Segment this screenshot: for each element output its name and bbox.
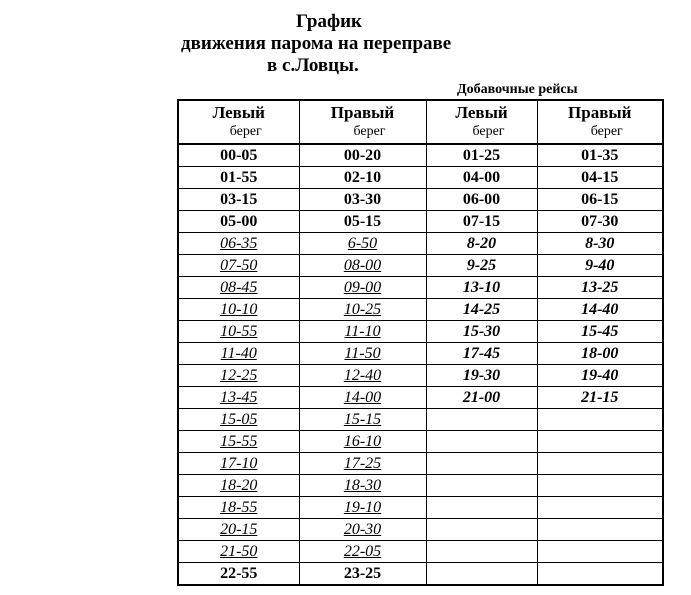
table-row xyxy=(178,453,663,475)
time-cell: 06-35 xyxy=(178,233,299,255)
extra-trips-label: Добавочные рейсы xyxy=(457,82,578,97)
time-cell: 11-10 xyxy=(299,321,426,343)
header-sub: берег xyxy=(590,124,623,139)
time-cell: 19-10 xyxy=(299,497,426,519)
time-cell xyxy=(537,409,663,431)
table-row xyxy=(178,563,663,586)
time-cell: 10-25 xyxy=(299,299,426,321)
time-cell xyxy=(426,497,537,519)
header-sub: берег xyxy=(229,124,262,139)
time-cell: 13-25 xyxy=(537,277,663,299)
time-cell: 03-30 xyxy=(299,189,426,211)
time-cell: 9-25 xyxy=(426,255,537,277)
table-row xyxy=(178,321,663,343)
table-row xyxy=(178,475,663,497)
time-cell: 21-50 xyxy=(178,541,299,563)
time-cell: 20-30 xyxy=(299,519,426,541)
time-cell: 15-15 xyxy=(299,409,426,431)
table-row xyxy=(178,189,663,211)
time-cell: 10-10 xyxy=(178,299,299,321)
time-cell: 13-10 xyxy=(426,277,537,299)
time-cell: 22-55 xyxy=(178,563,299,586)
time-cell: 18-20 xyxy=(178,475,299,497)
time-cell: 21-15 xyxy=(537,387,663,409)
time-cell: 8-30 xyxy=(537,233,663,255)
time-cell: 17-25 xyxy=(299,453,426,475)
time-cell: 21-00 xyxy=(426,387,537,409)
time-cell: 23-25 xyxy=(299,563,426,586)
time-cell: 15-55 xyxy=(178,431,299,453)
time-cell xyxy=(537,519,663,541)
table-row xyxy=(178,365,663,387)
time-cell: 14-40 xyxy=(537,299,663,321)
time-cell: 15-05 xyxy=(178,409,299,431)
table-row xyxy=(178,255,663,277)
time-cell: 6-50 xyxy=(299,233,426,255)
header-extra-left-bank xyxy=(426,100,537,144)
time-cell: 01-55 xyxy=(178,167,299,189)
time-cell: 03-15 xyxy=(178,189,299,211)
time-cell: 12-40 xyxy=(299,365,426,387)
header-right-bank xyxy=(299,100,426,144)
table-row xyxy=(178,387,663,409)
time-cell: 16-10 xyxy=(299,431,426,453)
time-cell: 18-00 xyxy=(537,343,663,365)
time-cell: 18-55 xyxy=(178,497,299,519)
table-row xyxy=(178,167,663,189)
time-cell: 00-05 xyxy=(178,144,299,167)
header-main: Левый xyxy=(212,103,265,122)
time-cell: 13-45 xyxy=(178,387,299,409)
time-cell xyxy=(426,541,537,563)
time-cell: 04-00 xyxy=(426,167,537,189)
header-main: Правый xyxy=(330,103,395,122)
time-cell: 01-35 xyxy=(537,144,663,167)
time-cell: 09-00 xyxy=(299,277,426,299)
time-cell xyxy=(426,475,537,497)
time-cell: 11-40 xyxy=(178,343,299,365)
schedule-location: в с.Ловцы. xyxy=(267,55,359,76)
time-cell: 12-25 xyxy=(178,365,299,387)
time-cell: 05-00 xyxy=(178,211,299,233)
time-cell: 15-45 xyxy=(537,321,663,343)
time-cell xyxy=(537,541,663,563)
time-cell: 19-30 xyxy=(426,365,537,387)
header-main: Правый xyxy=(568,103,632,122)
time-cell xyxy=(426,563,537,586)
time-cell: 22-05 xyxy=(299,541,426,563)
time-cell: 00-20 xyxy=(299,144,426,167)
table-row xyxy=(178,277,663,299)
time-cell: 06-00 xyxy=(426,189,537,211)
time-cell: 01-25 xyxy=(426,144,537,167)
table-row xyxy=(178,343,663,365)
ferry-schedule-table xyxy=(177,99,664,586)
table-row xyxy=(178,211,663,233)
time-cell: 14-00 xyxy=(299,387,426,409)
header-sub: берег xyxy=(472,124,505,139)
time-cell: 17-10 xyxy=(178,453,299,475)
table-row xyxy=(178,541,663,563)
table-row xyxy=(178,144,663,167)
time-cell: 05-15 xyxy=(299,211,426,233)
time-cell xyxy=(426,519,537,541)
time-cell: 20-15 xyxy=(178,519,299,541)
time-cell: 06-15 xyxy=(537,189,663,211)
time-cell: 07-15 xyxy=(426,211,537,233)
time-cell xyxy=(426,409,537,431)
time-cell: 04-15 xyxy=(537,167,663,189)
table-row xyxy=(178,431,663,453)
time-cell xyxy=(537,563,663,586)
time-cell xyxy=(426,453,537,475)
schedule-title: График xyxy=(296,11,362,32)
time-cell: 14-25 xyxy=(426,299,537,321)
time-cell: 19-40 xyxy=(537,365,663,387)
time-cell xyxy=(537,497,663,519)
time-cell: 07-30 xyxy=(537,211,663,233)
table-row xyxy=(178,299,663,321)
time-cell: 18-30 xyxy=(299,475,426,497)
time-cell: 08-00 xyxy=(299,255,426,277)
time-cell: 07-50 xyxy=(178,255,299,277)
time-cell: 10-55 xyxy=(178,321,299,343)
time-cell: 02-10 xyxy=(299,167,426,189)
time-cell: 08-45 xyxy=(178,277,299,299)
header-main: Левый xyxy=(455,103,508,122)
time-cell: 15-30 xyxy=(426,321,537,343)
schedule-subtitle: движения парома на переправе xyxy=(181,33,452,54)
time-cell: 11-50 xyxy=(299,343,426,365)
time-cell: 9-40 xyxy=(537,255,663,277)
time-cell: 17-45 xyxy=(426,343,537,365)
time-cell xyxy=(537,475,663,497)
header-extra-right-bank xyxy=(537,100,663,144)
table-row xyxy=(178,409,663,431)
table-row xyxy=(178,233,663,255)
time-cell xyxy=(426,431,537,453)
header-sub: берег xyxy=(353,124,386,139)
header-left-bank xyxy=(178,100,299,144)
header-row xyxy=(178,100,663,144)
time-cell xyxy=(537,453,663,475)
table-row xyxy=(178,519,663,541)
table-row xyxy=(178,497,663,519)
time-cell: 8-20 xyxy=(426,233,537,255)
time-cell xyxy=(537,431,663,453)
